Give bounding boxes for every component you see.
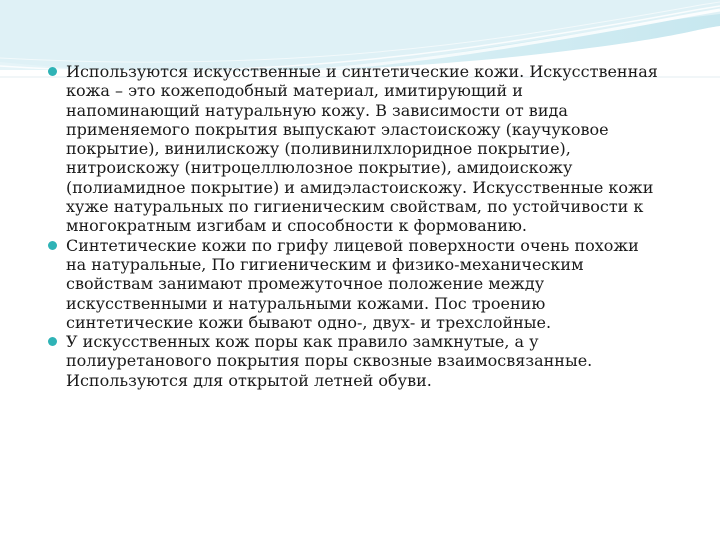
bullet-item — [48, 332, 658, 390]
bullet-text: Используются искусственные и синтетические кожи. Искусственная кожа – это кожеподобный материал, имитирующий и напоминающий натуральную кожу. В зависимости от вида применяемого покрытия выпускают эластоискожу (каучуковое покрытие), винилискожу (поливинилхлоридное покрытие), нитроискожу (нитроцеллюлозное покрытие), амидоискожу (полиамидное покрытие) и амидэластоискожу. Искусственные кожи хуже натуральных по гигиеническим свойствам, по устойчивости к многократным изгибам и способности к формованию. — [66, 62, 658, 236]
bullet-list — [48, 62, 658, 390]
bullet-text: Синтетические кожи по грифу лицевой поверхности очень похожи на натуральные, По гигиеническим и физико-механическим свойствам занимают промежуточное положение между искусственными и натуральными кожами. Пос троению синтетические кожи бывают одно-, двух- и трехслойные. — [66, 235, 639, 332]
bullet-item — [48, 236, 658, 332]
teal-circle-bullet-icon — [48, 241, 57, 250]
bullet-text: У искусственных кож поры как правило замкнутые, а у полиуретанового покрытия поры сквозные взаимосвязанные. Используются для открытой летней обуви. — [66, 332, 593, 390]
teal-circle-bullet-icon — [48, 337, 57, 346]
slide-content — [48, 62, 658, 390]
teal-circle-bullet-icon — [48, 67, 57, 76]
bullet-item — [48, 62, 658, 236]
